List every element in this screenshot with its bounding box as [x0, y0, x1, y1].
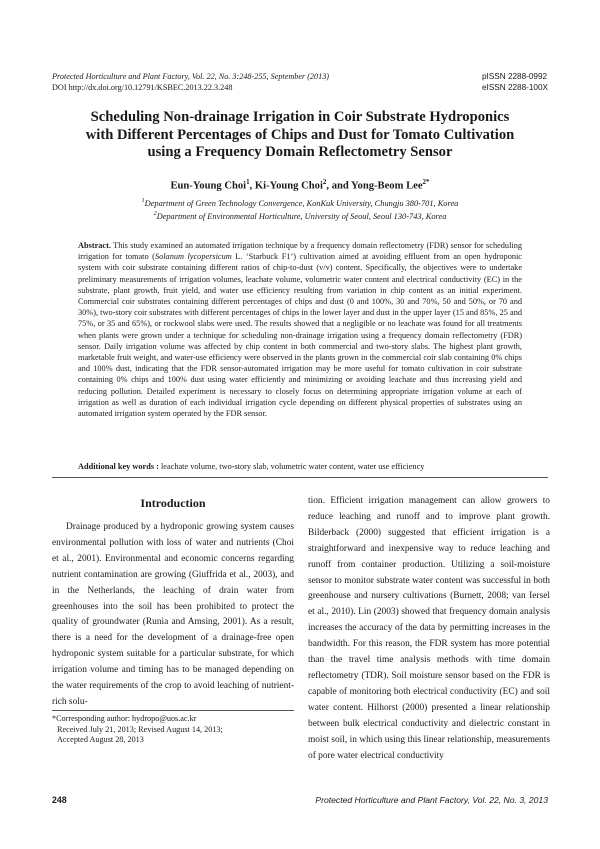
paragraph: tion. Efficient irrigation management can allow growers to reduce leaching and runoff and to improve plant growth. Bilderback (2000) suggested that efficient irrigation is a straightforward and inexpensive way to reduce leaching and runoff from container production. Utilizing a soil-moisture sensor to monitor substrate water content was successful in both greenhouse and nursery cultivations (Burnett, 2008; van Iersel et al., 2010). Lin (2003) showed that frequency domain analysis increases the accuracy of the data by permitting increases in the bandwidth. For this reason, the FDR system has more potential than the travel time analysis methods with time domain reflectometry (TDR). Soil moisture sensor based on the FDR is capable of monitoring both electrical conductivity (EC) and soil water content. Hilhorst (2000) presented a linear relationship between bulk electrical conductivity and dielectric constant in moist soil, in which using this linear relationship, measurements of pore water electrical conductivity	[308, 496, 550, 761]
author-name: Eun-Young Choi	[170, 180, 247, 192]
paragraph: Drainage produced by a hydroponic growing system causes environmental pollution with loss of water and nutrients (Choi et al., 2001). Environmental and economic concerns regarding nutrient contamination are growing (Giuffrida et al., 2003), and in the Netherlands, the leaching of drain water from greenhouses into the soil has been prohibited to protect the quality of groundwater (Runia and Amsing, 2001). As a result, there is a need for the development of a drainage-free open hydroponic system suitable for a particular substrate, for which irrigation volume and timing has to be managed depending on the water requirements of the crop to avoid leaching of nutrient-rich solu-	[52, 522, 294, 707]
author-separator: , and	[326, 180, 352, 192]
divider	[52, 477, 548, 478]
received-date: Received July 21, 2013; Revised August 14, 2013;	[57, 724, 223, 734]
journal-header	[52, 72, 329, 93]
abstract-text: This study examined an automated irrigation technique by a frequency domain reflectometry (FDR) sensor for scheduling irrigation for tomato (	[78, 241, 522, 262]
footnote	[52, 714, 223, 746]
species-name: Solanum lycopersicum	[154, 252, 232, 262]
footnote-divider	[52, 710, 294, 711]
author-name: Yong-Beom Lee	[351, 180, 423, 192]
keywords	[78, 461, 522, 472]
title-line: using a Frequency Domain Reflectometry Sensor	[147, 144, 453, 161]
right-column	[308, 494, 550, 764]
keywords-text: leachate volume, two-story slab, volumetric water content, water use efficiency	[158, 462, 425, 471]
accepted-date: Accepted August 28, 2013	[57, 735, 144, 745]
corresponding-author: *Corresponding author: hydropo@uos.ac.kr	[52, 714, 197, 723]
affiliation	[52, 196, 548, 209]
author-name: Ki-Young Choi	[254, 180, 323, 192]
doi-line: DOI http://dx.doi.org/10.12791/KSBEC.2013.22.3.248	[52, 82, 233, 92]
affiliation-text: Department of Environmental Horticulture, University of Seoul, Seoul 130-743, Korea	[156, 211, 447, 221]
title-line: with Different Percentages of Chips and Dust for Tomato Cultivation	[85, 126, 515, 143]
abstract	[78, 240, 522, 419]
affiliation-mark: 2	[153, 210, 157, 217]
author-list	[52, 178, 548, 192]
affiliation-mark: 1	[141, 198, 145, 204]
eissn: eISSN 2288-100X	[482, 82, 548, 92]
author-separator: ,	[249, 180, 255, 192]
author-affiliation-mark: 1	[246, 178, 250, 186]
journal-citation: Protected Horticulture and Plant Factory, Vol. 22, No. 3:248-255, September (2013)	[52, 72, 330, 81]
affiliations	[52, 196, 548, 222]
abstract-label: Abstract.	[78, 241, 111, 250]
issn-block	[482, 72, 548, 93]
footer-journal: Protected Horticulture and Plant Factory, Vol. 22, No. 3, 2013	[315, 795, 548, 805]
page-number: 248	[52, 795, 67, 805]
abstract-text: L. ‘Starbuck F1’) cultivation aimed at avoiding effluent from an open hydroponic system with coir substrate containing different ratios of chip-to-dust (v/v) content. Specifically, the objectives were to undertake preliminary measurements of irrigation volumes, leachate volume, volumetric water content and electrical conductivity (EC) in the substrate, plant growth, fruit yield, and water use efficiency resulting from variation in chip content as an initial experiment. Commercial coir substrates containing different percentages of chips and dust (0 and 100%, 30 and 70%, 50 and 50%, or 70 and 30%), two-story coir substrates with different percentages of chips in the lower layer and dust in the upper layer (15 and 85%, 25 and 75%, or 35 and 65%), or rockwool slabs were used. The results showed that a negligible or no leachate was found for all treatments when plants were grown under a technique for scheduling non-drainage irrigation using a frequency domain reflectometry (FDR) sensor. Daily irrigation volume was affected by chip content in both commercial and two-story slabs. The highest plant growth, marketable fruit weight, and water-use efficiency were observed in the plants grown in the commercial coir slab containing 0% chips and 100% dust, indicating that the FDR sensor-automated irrigation may be more useful for tomato cultivation in coir substrate containing 0% chips and 100% dust using water efficiently and minimizing or avoiding leachate and thus increasing yield and reducing pollution. Detailed experiment is necessary to closely focus on determining appropriate irrigation volume at each of irrigation as well as duration of each individual irrigation cycle depending on different physical properties of substrates using an automated irrigation system operated by the FDR sensor.	[78, 252, 522, 419]
left-column	[52, 520, 294, 711]
pissn: pISSN 2288-0992	[482, 72, 548, 81]
author-affiliation-mark: 2*	[422, 178, 430, 186]
author-affiliation-mark: 2	[322, 178, 327, 186]
affiliation-text: Department of Green Technology Convergence, KonKuk University, Chungju 380-701, Korea	[144, 198, 459, 208]
paper-title	[52, 109, 548, 162]
keywords-label: Additional key words :	[78, 462, 159, 471]
section-heading-introduction: Introduction	[140, 496, 206, 510]
affiliation	[52, 209, 548, 222]
title-line: Scheduling Non-drainage Irrigation in Coir Substrate Hydroponics	[90, 109, 510, 125]
